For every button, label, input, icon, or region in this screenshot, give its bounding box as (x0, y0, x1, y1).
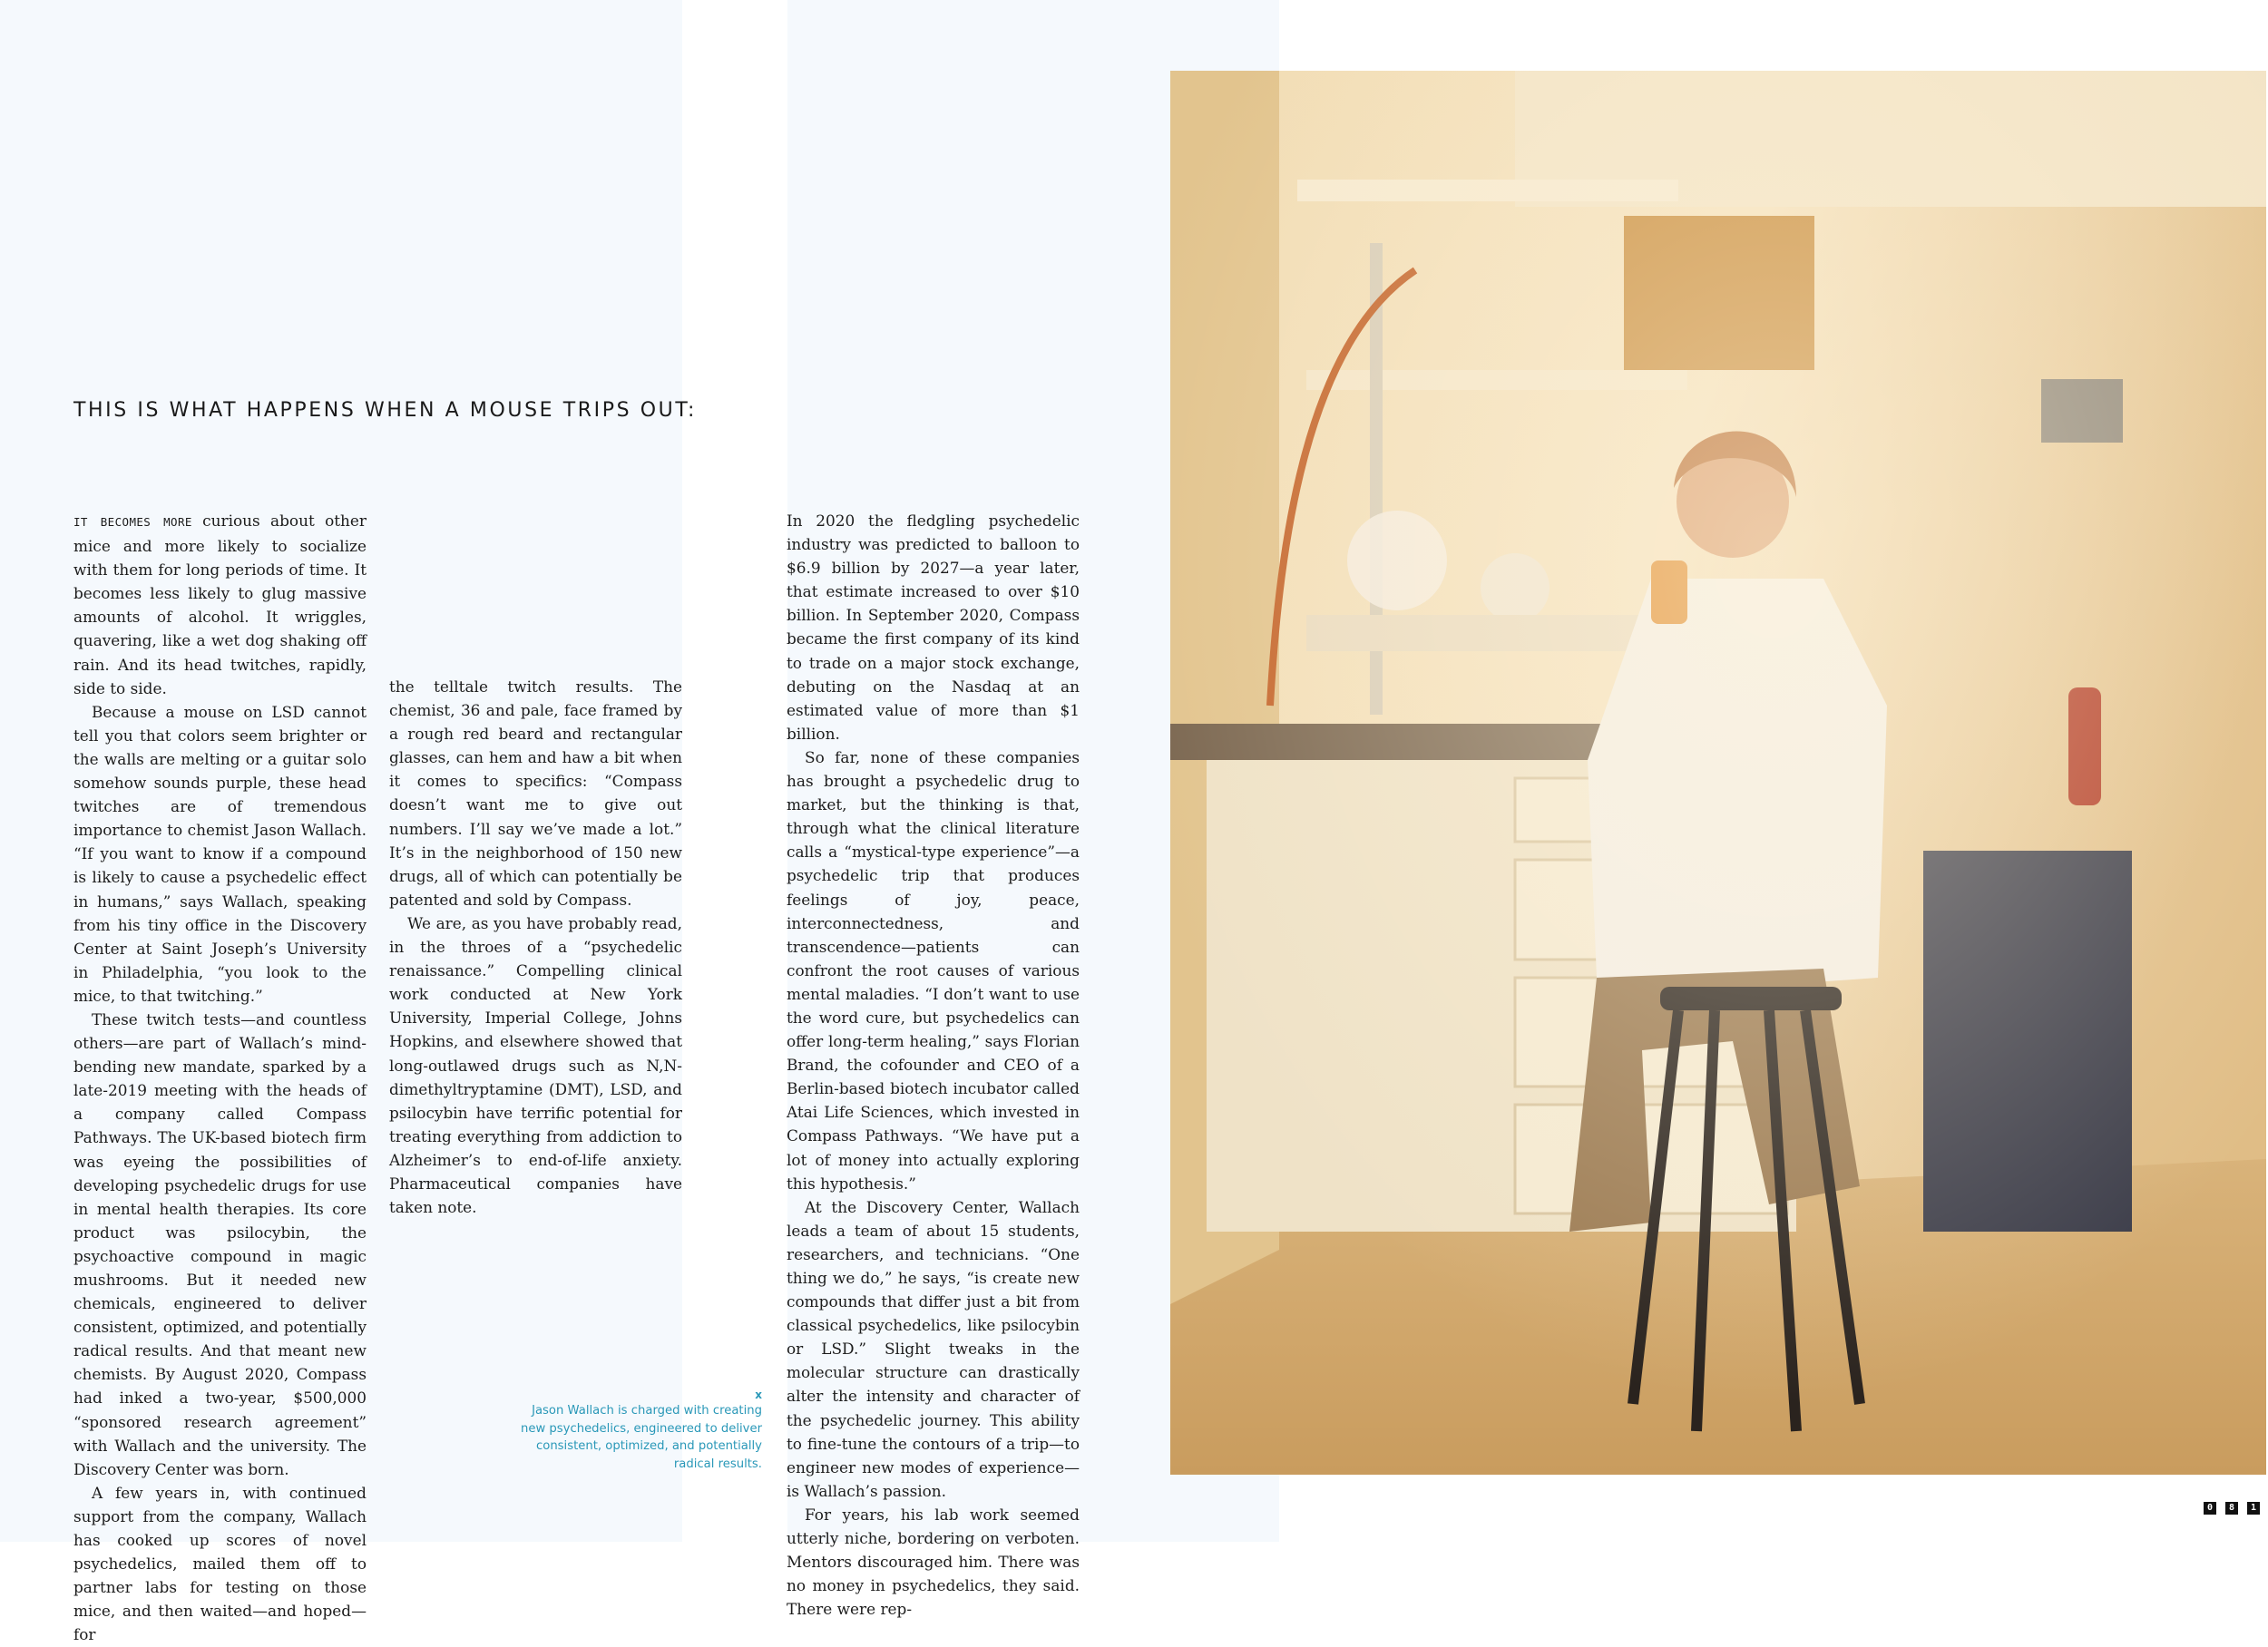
page-number-digit: 0 (2204, 1502, 2216, 1515)
caption-text: Jason Wallach is charged with creating new psychedelics, engineered to deliver consistent, optimized, and potentially radical results. (520, 1404, 762, 1471)
paragraph (73, 509, 367, 700)
lead-in: IT BECOMES MORE (73, 515, 192, 529)
paragraph: So far, none of these companies has brought a psychedelic drug to market, but the thinking is that, through what the clinical literature calls a “mystical-type experience”—a psychedelic trip that produces feelings of joy, peace, interconnectedness, and transcendence—patients can confront the root causes of various mental maladies. “I don’t want to use the word cure, but psychedelics can offer long-term healing,” says Florian Brand, the cofounder and CEO of a Berlin-based biotech incubator called Atai Life Sciences, which invested in Compass Pathways. “We have put a lot of money into actually exploring this hypothesis.” (787, 747, 1080, 1193)
paragraph: In 2020 the fledgling psychedelic industry was predicted to balloon to $6.9 billion by 2027—a year later, that estimate increased to over $10 billion. In September 2020, Compass became the first company of its kind to trade on a major stock exchange, debuting on the Nasdaq at an estimated value of more than $1 billion. (787, 512, 1080, 743)
photo-caption (508, 1388, 762, 1473)
article-column-1 (73, 509, 367, 1647)
caption-marker: x (755, 1389, 762, 1401)
paragraph: These twitch tests—and countless others—are part of Wallach’s mind-bending new mandate, sparked by a late-2019 meeting with the heads of a company called Compass Pathways. The UK-based biotech firm was eyeing the possibilities of developing psychedelic drugs for use in mental health therapies. Its core product was psilocybin, the psychoactive compound in magic mushrooms. But it needed new chemicals, engineered to deliver consistent, optimized, and potentially radical results. And that meant new chemists. By August 2020, Compass had inked a two-year, $500,000 “sponsored research agreement” with Wallach and the university. The Discovery Center was born. (73, 1009, 367, 1478)
paragraph: Because a mouse on LSD cannot tell you that colors seem brighter or the walls are melting or a guitar solo somehow sounds purple, these head twitches are of tremendous importance to chemist Jason Wallach. “If you want to know if a compound is likely to cause a psychedelic effect in humans,” says Wallach, speaking from his tiny office in the Discovery Center at Saint Joseph’s University in Philadelphia, “you look to the mice, to that twitching.” (73, 702, 367, 1005)
page-number-digit: 8 (2225, 1502, 2238, 1515)
paragraph: the telltale twitch results. The chemist, 36 and pale, face framed by a rough red beard and rectangular glasses, can hem and haw a bit when it comes to specifics: “Compass doesn’t want me to give out numbers. I’ll say we’ve made a lot.” It’s in the neighborhood of 150 new drugs, all of which can potentially be patented and sold by Compass. (389, 677, 682, 909)
article-headline: THIS IS WHAT HAPPENS WHEN A MOUSE TRIPS OUT: (73, 399, 698, 422)
paragraph: For years, his lab work seemed utterly niche, bordering on verboten. Mentors discouraged him. There was no money in psychedelics, they said. There were rep- (787, 1505, 1080, 1619)
paragraph: A few years in, with continued support from the company, Wallach has cooked up scores of novel psychedelics, mailed them off to partner labs for testing on those mice, and then waited—and hoped—for (73, 1483, 367, 1644)
paragraph: We are, as you have probably read, in the throes of a “psychedelic renaissance.” Compelling clinical work conducted at New York University, Imperial College, Johns Hopkins, and elsewhere showed that long-outlawed drugs such as N,N-dimethyltryptamine (DMT), LSD, and psilocybin have terrific potential for treating everything from addiction to Alzheimer’s to end-of-life anxiety. Pharmaceutical companies have taken note. (389, 913, 682, 1217)
page-number-digit: 1 (2247, 1502, 2260, 1515)
photo-glow (1170, 71, 2266, 1475)
lab-photo (1170, 71, 2266, 1475)
paragraph: At the Discovery Center, Wallach leads a team of about 15 students, researchers, and technicians. “One thing we do,” he says, “is create new compounds that differ just a bit from classical psychedelics, like psilocybin or LSD.” Slight tweaks in the molecular structure can drastically alter the intensity and character of the psychedelic journey. This ability to fine-tune the contours of a trip—to engineer new modes of experience—is Wallach’s passion. (787, 1197, 1080, 1500)
page-gutter (682, 0, 787, 1542)
article-column-2 (389, 675, 682, 1219)
paragraph-text: curious about other mice and more likely to socialize with them for long periods of time. It becomes less likely to glug massive amounts of alcohol. It wriggles, quavering, like a wet dog shaking off rain. And its head twitches, rapidly, side to side. (73, 512, 367, 697)
article-column-3 (787, 509, 1080, 1621)
